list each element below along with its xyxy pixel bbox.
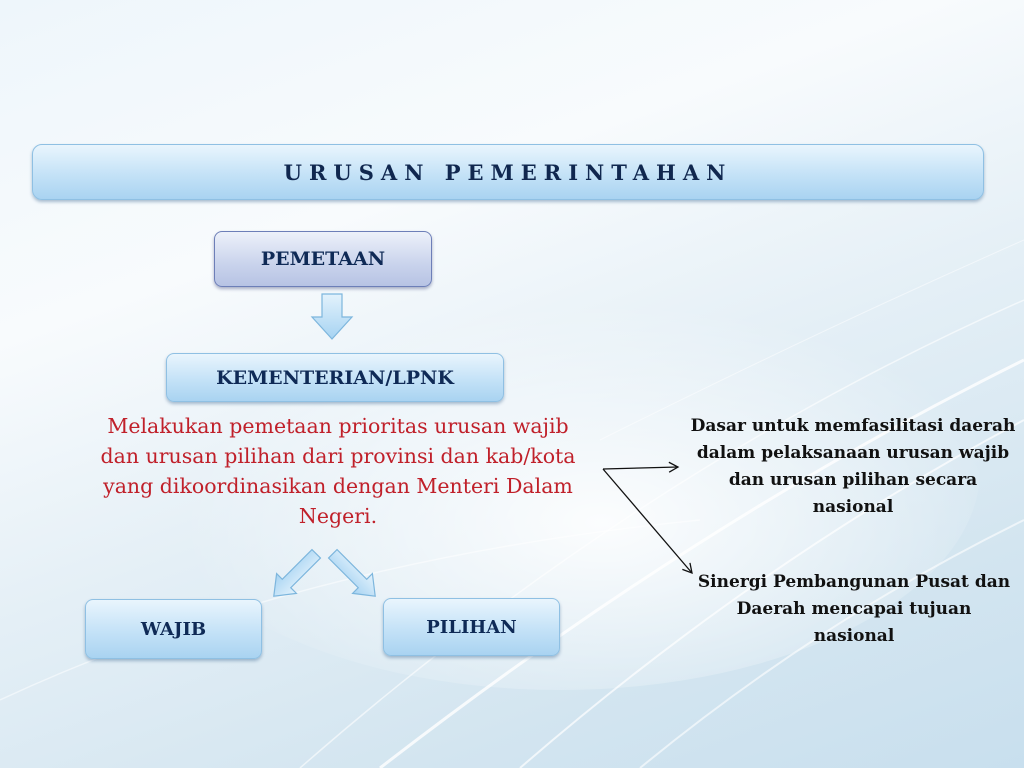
outcome-dasar-text: Dasar untuk memfasilitasi daerah dalam pelaksanaan urusan wajib dan urusan pilihan secara nasional	[690, 416, 1016, 517]
pemetaan-label: PEMETAAN	[260, 248, 386, 270]
pilihan-label: PILIHAN	[426, 616, 517, 638]
wajib-box	[85, 599, 262, 659]
title-banner	[32, 144, 984, 200]
pemetaan-box	[214, 231, 432, 287]
wajib-label: WAJIB	[140, 618, 207, 640]
outcome-sinergi-text: Sinergi Pembangunan Pusat dan Daerah mencapai tujuan nasional	[697, 572, 1011, 646]
kementerian-label: KEMENTERIAN/LPNK	[216, 366, 454, 389]
pilihan-box	[383, 598, 560, 656]
description-text: Melakukan pemetaan prioritas urusan wajib dan urusan pilihan dari provinsi dan kab/kota yang dikoordinasikan dengan Menteri Dalam Negeri.	[100, 414, 576, 528]
kementerian-box	[166, 353, 504, 402]
page-title: URUSAN PEMERINTAHAN	[283, 159, 733, 185]
